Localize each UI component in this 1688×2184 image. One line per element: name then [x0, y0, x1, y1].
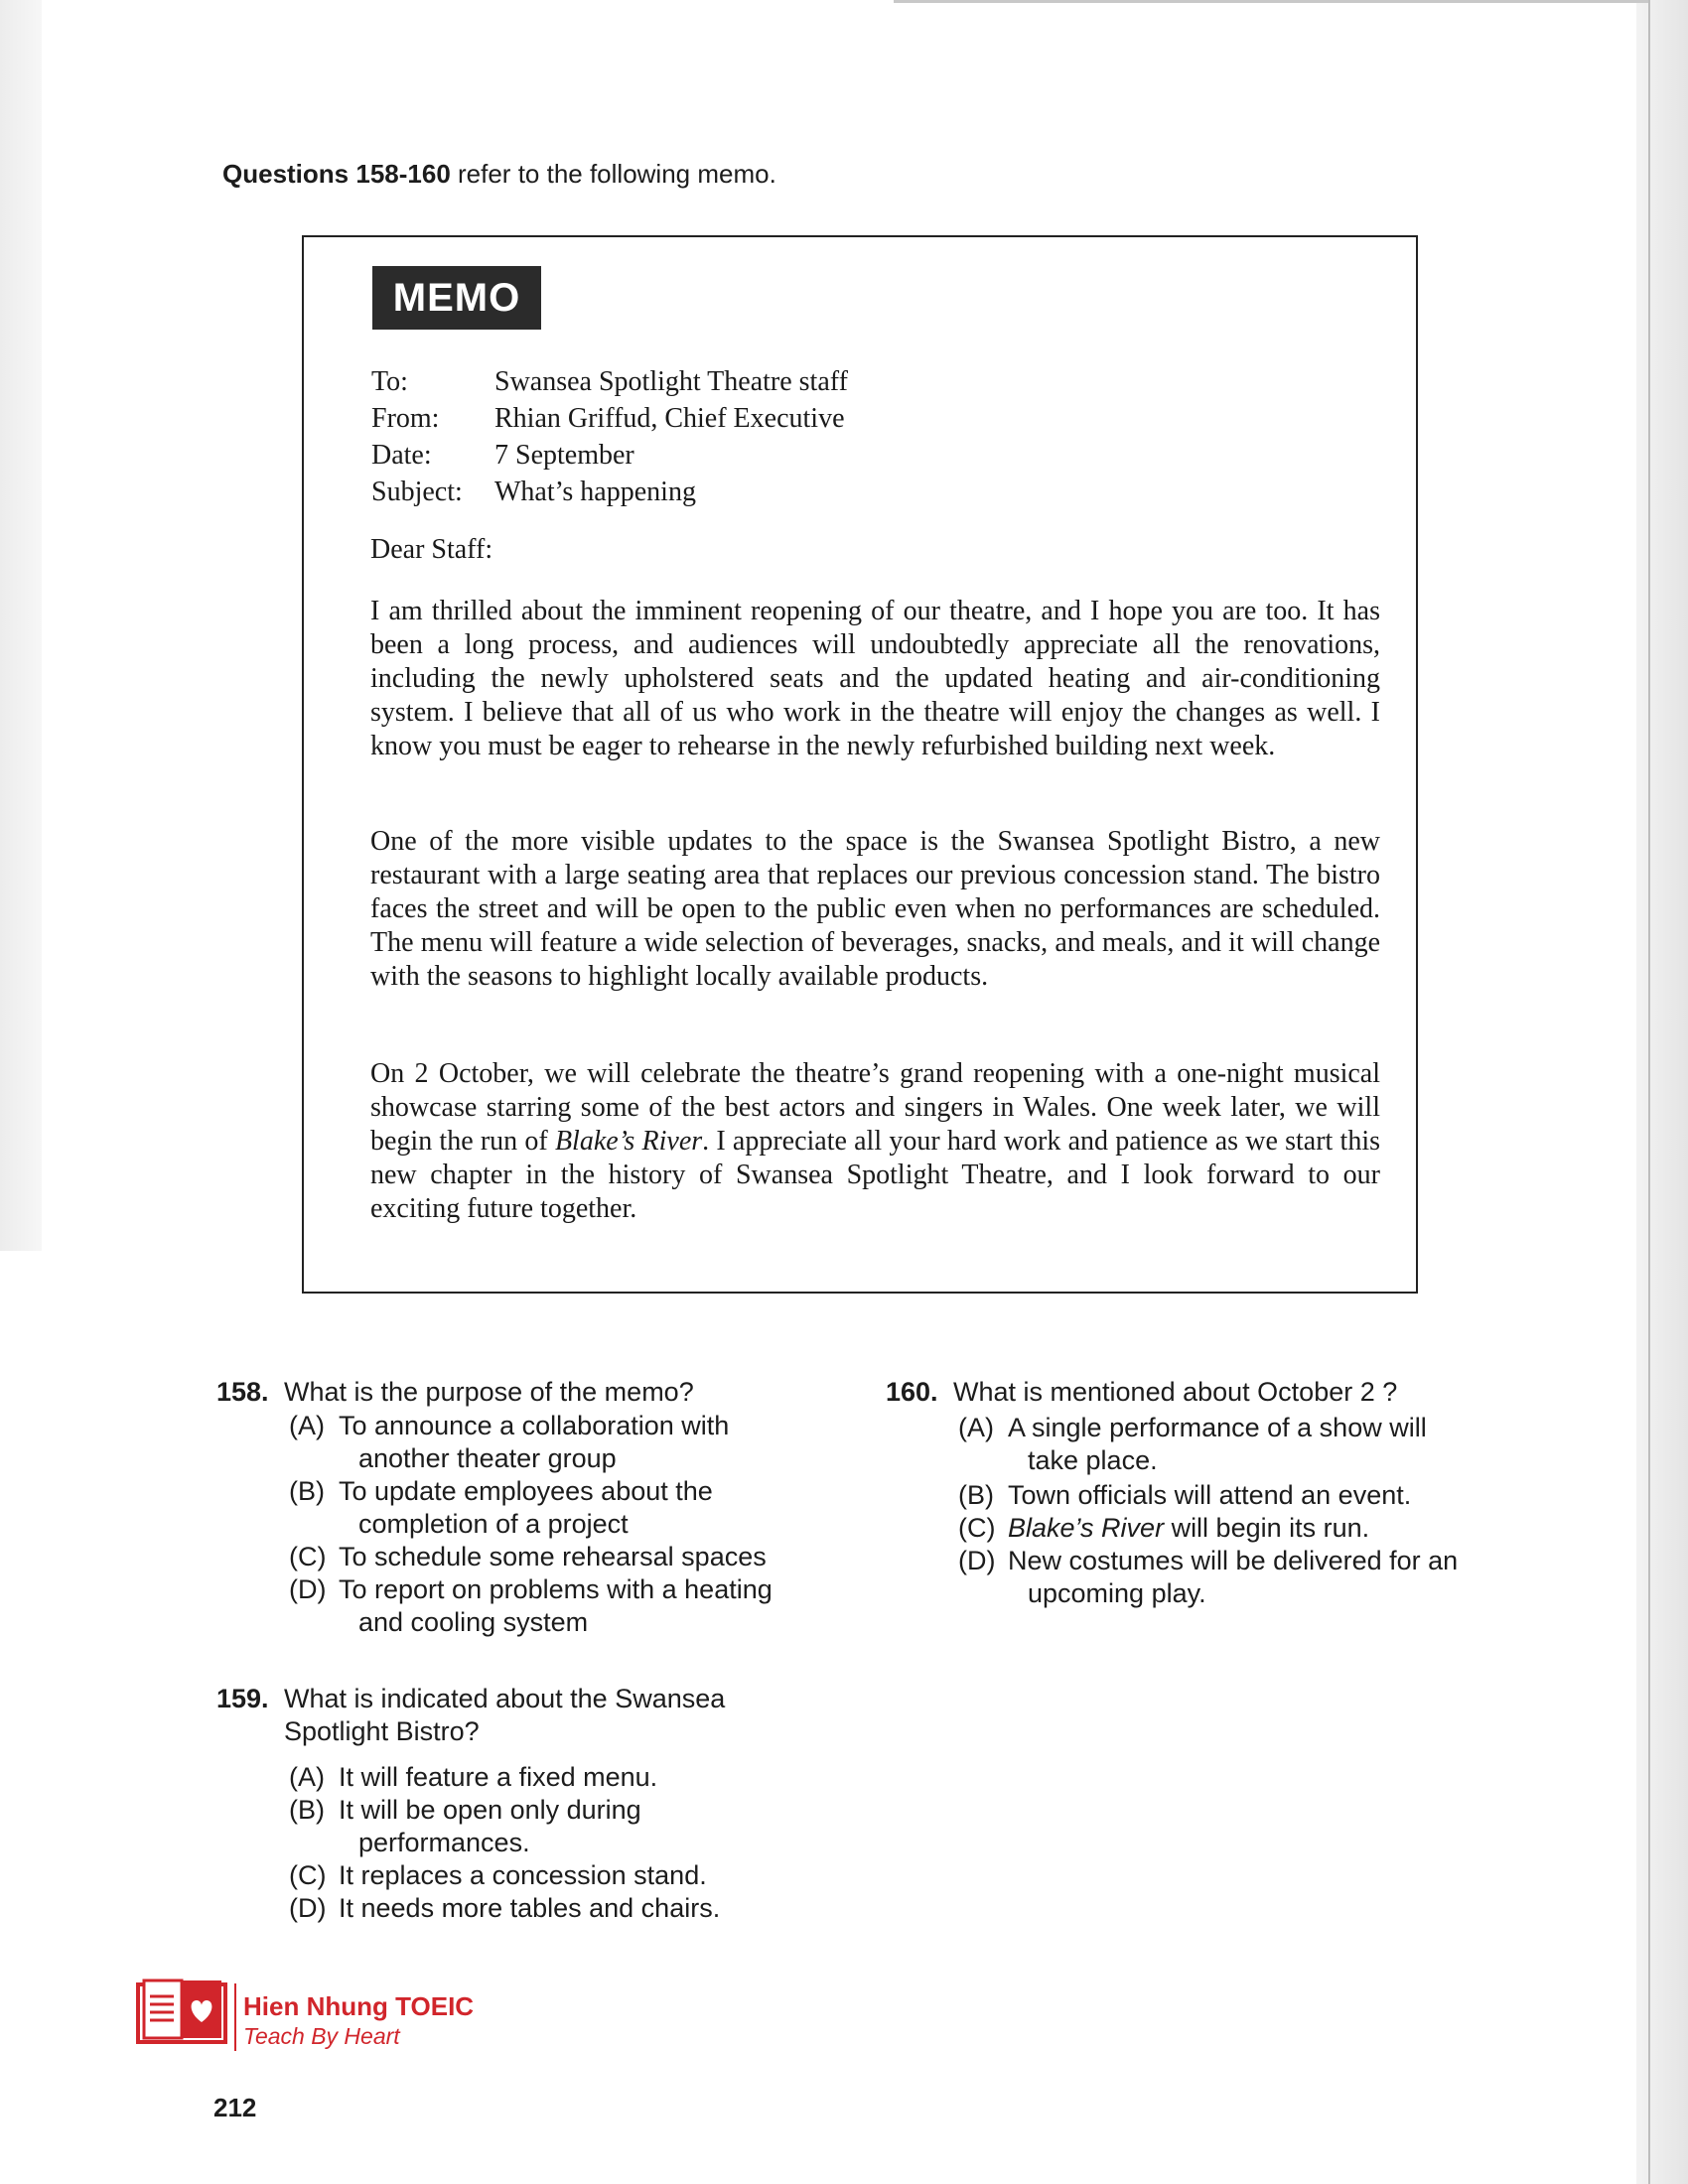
option-letter: (D)	[958, 1546, 996, 1575]
question-159-cont: Spotlight Bistro?	[284, 1716, 480, 1746]
question-number: 160.	[886, 1377, 938, 1407]
q159-option-b[interactable]	[289, 1794, 641, 1859]
scan-edge-line	[1648, 0, 1650, 2184]
question-160	[886, 1376, 1397, 1409]
option-title: Blake’s River	[1008, 1513, 1165, 1543]
question-text: What is indicated about the Swansea	[284, 1684, 726, 1713]
option-letter: (D)	[289, 1574, 327, 1604]
option-letter: (C)	[958, 1513, 996, 1543]
option-text-cont: performances.	[358, 1828, 530, 1857]
option-text: To report on problems with a heating	[339, 1574, 773, 1604]
memo-label: MEMO	[372, 266, 541, 330]
q160-option-a[interactable]	[958, 1412, 1427, 1477]
option-letter: (A)	[289, 1762, 325, 1792]
memo-paragraph-2: One of the more visible updates to the space is the Swansea Spotlight Bistro, a new restaurant with a large seating area that replaces our previous concession stand. The bistro faces the street and will be open to the public even when no performances are scheduled. The menu will feature a wide selection of beverages, snacks, and meals, and it will change with the seasons to highlight locally available products.	[370, 826, 1380, 992]
option-letter: (A)	[289, 1411, 325, 1440]
option-text: It will feature a fixed menu.	[339, 1762, 658, 1792]
memo-p3-before: On 2 October, we will celebrate the theatre’s grand reopening with a one-night musical showcase starring some of the best actors and singers in Wales. One week later, we will begin the run of	[370, 1058, 1380, 1157]
option-letter: (D)	[289, 1893, 327, 1923]
page-number: 212	[213, 2093, 257, 2122]
memo-paragraph-1: I am thrilled about the imminent reopening of our theatre, and I hope you are too. It has been a long process, and audiences will undoubtedly appreciate all the renovations, including the newly upholstered seats and the updated heating and air-conditioning system. I believe that all of us who work in the theatre will enjoy the changes as well. I know you must be eager to rehearse in the newly refurbished building next week.	[370, 596, 1380, 761]
option-text: To announce a collaboration with	[339, 1411, 730, 1440]
memo-subject-row	[371, 476, 696, 509]
q159-option-c[interactable]	[289, 1859, 707, 1892]
q159-option-a[interactable]	[289, 1761, 657, 1794]
memo-greeting: Dear Staff:	[370, 534, 493, 565]
option-text: It needs more tables and chairs.	[339, 1893, 721, 1923]
option-letter: (C)	[289, 1860, 327, 1890]
question-text: What is the purpose of the memo?	[284, 1377, 694, 1407]
option-letter: (B)	[958, 1480, 994, 1510]
q158-option-a[interactable]	[289, 1410, 729, 1475]
option-letter: (B)	[289, 1476, 325, 1506]
scan-edge-left	[0, 0, 42, 1251]
option-text: To update employees about the	[339, 1476, 713, 1506]
play-title: Blake’s River	[554, 1126, 703, 1157]
scan-edge-top	[894, 0, 1648, 3]
q160-option-d[interactable]	[958, 1545, 1458, 1610]
memo-to-label: To:	[371, 366, 408, 397]
memo-to-value: Swansea Spotlight Theatre staff	[494, 366, 848, 397]
question-number: 158.	[216, 1377, 269, 1407]
memo-date-label: Date:	[371, 440, 432, 471]
option-text: To schedule some rehearsal spaces	[339, 1542, 767, 1571]
memo-subject-value: What’s happening	[494, 477, 696, 507]
memo-paragraph-3	[370, 1057, 1380, 1226]
option-text-cont: upcoming play.	[1028, 1578, 1206, 1608]
q159-option-d[interactable]	[289, 1892, 720, 1925]
option-letter: (B)	[289, 1795, 325, 1825]
q158-option-c[interactable]	[289, 1541, 767, 1573]
book-heart-logo-icon	[136, 1979, 227, 2046]
question-intro	[222, 159, 776, 190]
option-text: It replaces a concession stand.	[339, 1860, 707, 1890]
option-text: It will be open only during	[339, 1795, 641, 1825]
question-158	[216, 1376, 694, 1409]
question-range: Questions 158-160	[222, 159, 451, 189]
q158-option-d[interactable]	[289, 1573, 773, 1639]
q160-option-c[interactable]	[958, 1512, 1369, 1545]
scan-edge-right	[1636, 0, 1688, 2184]
question-159	[216, 1683, 725, 1715]
option-text: Town officials will attend an event.	[1008, 1480, 1412, 1510]
memo-subject-label: Subject:	[371, 477, 463, 507]
memo-from-value: Rhian Griffud, Chief Executive	[494, 403, 845, 434]
brand-tagline: Teach By Heart	[243, 2023, 400, 2049]
option-letter: (A)	[958, 1413, 994, 1442]
memo-date-row	[371, 439, 634, 473]
option-text-cont: another theater group	[358, 1443, 617, 1473]
option-text: A single performance of a show will	[1008, 1413, 1427, 1442]
option-text-cont: completion of a project	[358, 1509, 629, 1539]
option-text: will begin its run.	[1164, 1513, 1370, 1543]
logo-divider	[234, 1983, 236, 2051]
memo-p3-after: . I appreciate all your hard work and patience as we start this new chapter in the history of Swansea Spotlight Theatre, and I look forward to our exciting future together.	[370, 1126, 1381, 1224]
q160-option-b[interactable]	[958, 1479, 1411, 1512]
brand-name: Hien Nhung TOEIC	[243, 1991, 475, 2021]
memo-to-row	[371, 365, 848, 399]
memo-from-label: From:	[371, 403, 440, 434]
option-letter: (C)	[289, 1542, 327, 1571]
intro-text: refer to the following memo.	[450, 159, 776, 189]
memo-from-row	[371, 402, 845, 436]
q158-option-b[interactable]	[289, 1475, 713, 1541]
question-number: 159.	[216, 1684, 269, 1713]
memo-date-value: 7 September	[494, 440, 634, 471]
option-text-cont: take place.	[1028, 1445, 1158, 1475]
question-text: What is mentioned about October 2 ?	[953, 1377, 1398, 1407]
option-text-cont: and cooling system	[358, 1607, 589, 1637]
option-text: New costumes will be delivered for an	[1008, 1546, 1459, 1575]
